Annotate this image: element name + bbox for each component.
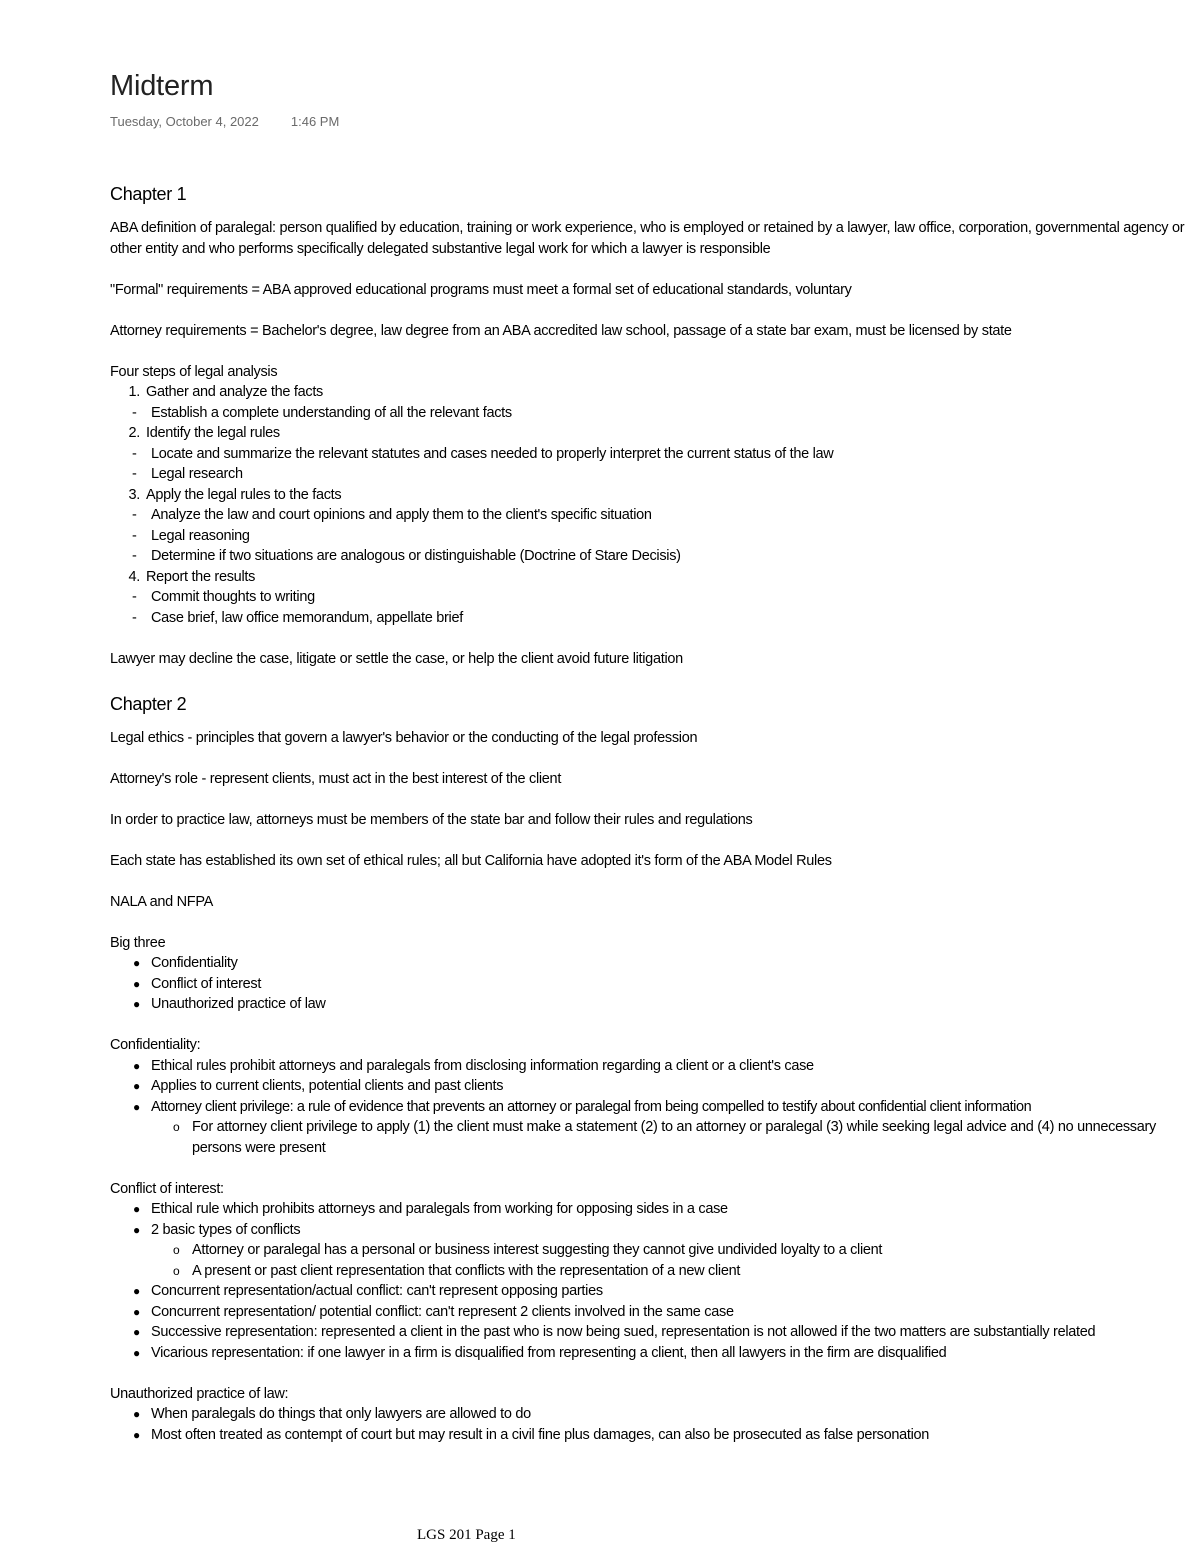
practice-law: In order to practice law, attorneys must be members of the state bar and follow their rules and regulations xyxy=(110,811,753,828)
lawyer-may: Lawyer may decline the case, litigate or settle the case, or help the client avoid future litigation xyxy=(110,650,683,667)
list-item: ● Applies to current clients, potential clients and past clients xyxy=(133,1078,504,1094)
page-title: Midterm xyxy=(110,70,214,102)
conflict-title: Conflict of interest: xyxy=(110,1180,224,1197)
legal-ethics: Legal ethics - principles that govern a lawyer's behavior or the conducting of the legal profession xyxy=(110,729,698,746)
list-item: ● Most often treated as contempt of court but may result in a civil fine plus damages, can also be prosecuted as false personation xyxy=(133,1426,930,1443)
list-item: - Locate and summarize the relevant statutes and cases needed to properly interpret the current status of the law xyxy=(132,445,834,462)
page-time: 1:46 PM xyxy=(290,114,340,129)
list-item: 2. Identify the legal rules xyxy=(128,425,280,441)
list-item: ● 2 basic types of conflicts xyxy=(133,1221,301,1238)
list-item: ● Ethical rule which prohibits attorneys and paralegals from working for opposing sides in a case xyxy=(133,1201,728,1217)
list-item: ● When paralegals do things that only lawyers are allowed to do xyxy=(133,1406,531,1422)
each-state: Each state has established its own set of ethical rules; all but California have adopted it's form of the ABA Model Rules xyxy=(110,852,832,869)
list-item: o Attorney or paralegal has a personal or business interest suggesting they cannot give undivided loyalty to a client xyxy=(173,1242,883,1258)
list-item: 1. Gather and analyze the facts xyxy=(128,384,323,400)
list-item: ● Concurrent representation/ potential conflict: can't represent 2 clients involved in the same case xyxy=(133,1303,734,1320)
list-item: ● Concurrent representation/actual conflict: can't represent opposing parties xyxy=(133,1283,603,1299)
list-item: ● Confidentiality xyxy=(133,955,238,971)
list-item: 3. Apply the legal rules to the facts xyxy=(128,486,342,503)
list-item: 4. Report the results xyxy=(128,568,256,585)
list-item: ● Conflict of interest xyxy=(133,975,262,992)
list-item: ● Successive representation: represented a client in the past who is now being sued, representation is not allowed if the two matters are substantially related xyxy=(133,1324,1096,1340)
nala-nfpa: NALA and NFPA xyxy=(110,893,214,910)
note-content xyxy=(110,180,1195,1445)
list-item: - Case brief, law office memorandum, appellate brief xyxy=(132,609,463,626)
aba-definition: ABA definition of paralegal: person qualified by education, training or work experience, who is employed or retained by a lawyer, law office, corporation, governmental agency or other entity and who performs specifically delegated substantive legal work for which a lawyer is responsible xyxy=(110,220,1185,257)
list-item: o A present or past client representation that conflicts with the representation of a new client xyxy=(173,1262,741,1279)
list-item: ● Attorney client privilege: a rule of evidence that prevents an attorney or paralegal from being compelled to testify about confidential client information xyxy=(133,1098,1032,1115)
attorney-requirements: Attorney requirements = Bachelor's degree, law degree from an ABA accredited law school, passage of a state bar exam, must be licensed by state xyxy=(110,322,1012,339)
list-item: o For attorney client privilege to apply (1) the client must make a statement (2) to an attorney or paralegal (3) while seeking legal advice and (4) no unnecessary persons were present xyxy=(173,1119,1156,1156)
chapter-2-heading: Chapter 2 xyxy=(110,693,187,714)
list-item: - Determine if two situations are analogous or distinguishable (Doctrine of Stare Decisis) xyxy=(132,548,681,564)
list-item: ● Ethical rules prohibit attorneys and paralegals from disclosing information regarding a client or a client's case xyxy=(133,1057,814,1074)
list-item: ● Unauthorized practice of law xyxy=(133,996,326,1012)
list-item: - Legal research xyxy=(132,466,243,482)
steps-title: Four steps of legal analysis xyxy=(110,363,278,380)
list-item: - Commit thoughts to writing xyxy=(132,589,315,605)
list-item: ● Vicarious representation: if one lawyer in a firm is disqualified from representing a client, then all lawyers in the firm are disqualified xyxy=(133,1344,947,1361)
page-meta xyxy=(110,114,339,129)
page-footer: LGS 201 Page 1 xyxy=(417,1527,516,1543)
formal-requirements: "Formal" requirements = ABA approved educational programs must meet a formal set of educational standards, voluntary xyxy=(110,281,852,298)
chapter-1-heading: Chapter 1 xyxy=(110,184,187,204)
list-item: - Analyze the law and court opinions and apply them to the client's specific situation xyxy=(132,507,652,523)
list-item: - Establish a complete understanding of all the relevant facts xyxy=(132,404,512,421)
page-date: Tuesday, October 4, 2022 xyxy=(110,114,259,129)
big-three-title: Big three xyxy=(110,934,166,951)
upl-title: Unauthorized practice of law: xyxy=(110,1385,289,1402)
list-item: - Legal reasoning xyxy=(132,527,250,544)
attorney-role: Attorney's role - represent clients, must act in the best interest of the client xyxy=(110,770,562,787)
confidentiality-title: Confidentiality: xyxy=(110,1037,201,1053)
